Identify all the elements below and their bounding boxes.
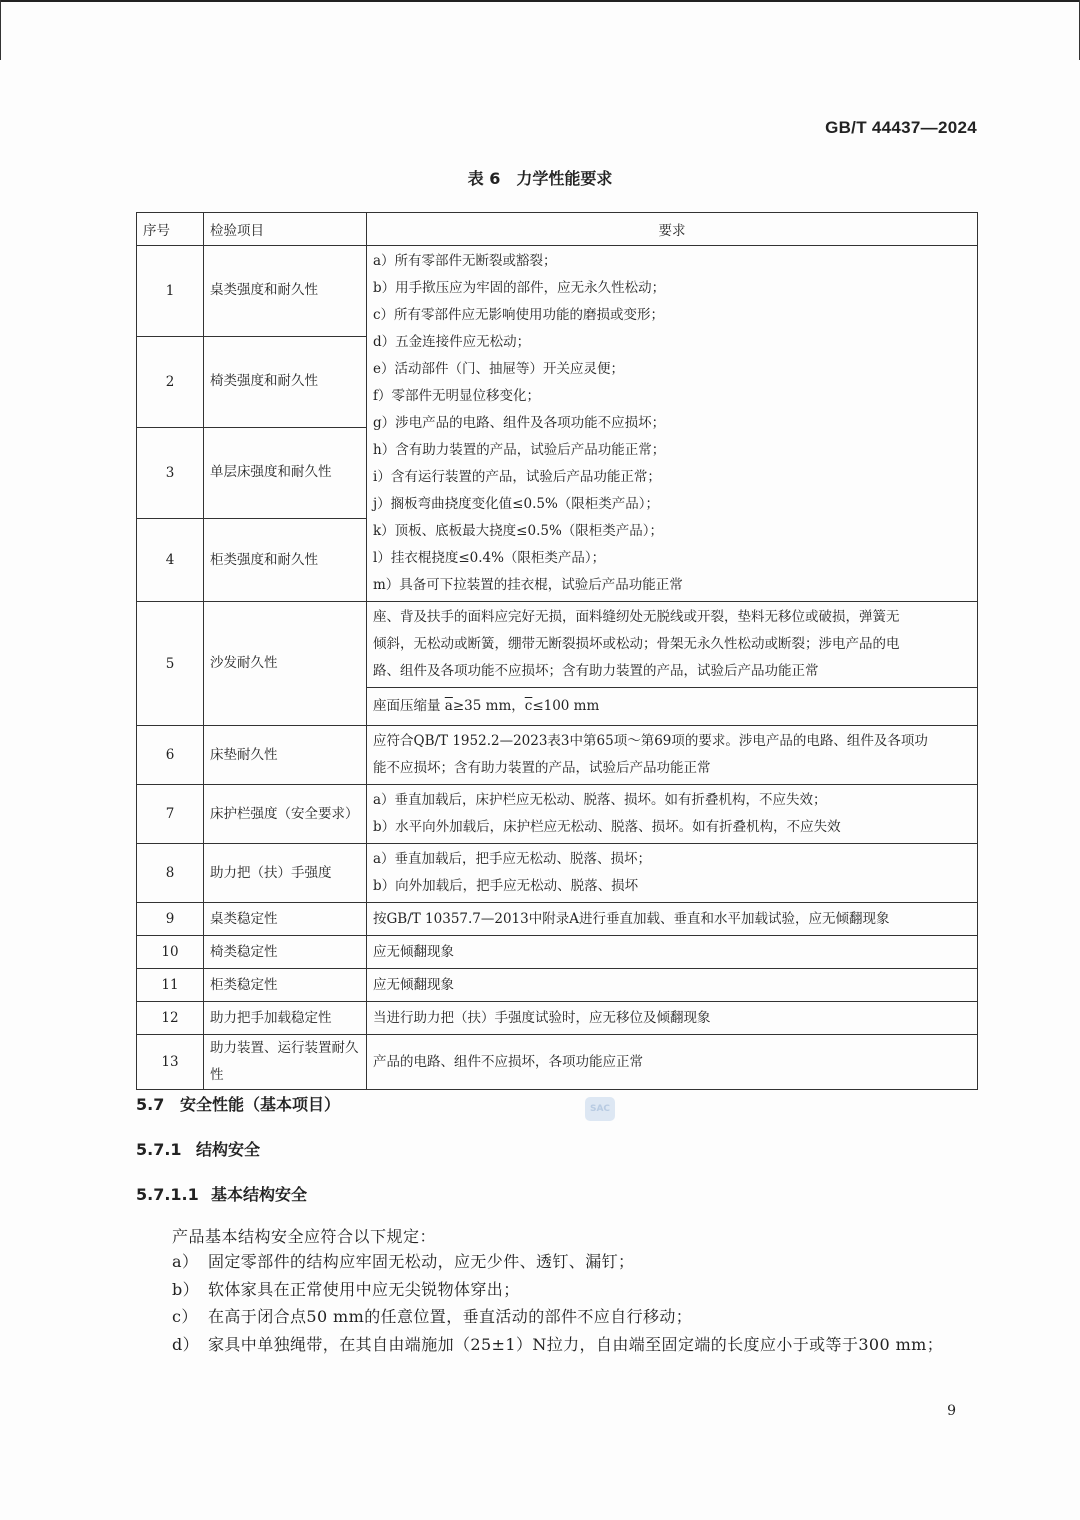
row-item: 椅类强度和耐久性	[204, 336, 367, 427]
req-line: e）活动部件（门、抽屉等）开关应灵便；	[373, 361, 624, 377]
row-item: 柜类强度和耐久性	[204, 519, 367, 602]
row-item: 柜类稳定性	[204, 969, 367, 1002]
row-requirement: 当进行助力把（扶）手强度试验时，应无移位及倾翻现象	[367, 1002, 978, 1035]
row-item: 床垫耐久性	[204, 726, 367, 785]
list-item	[172, 1249, 977, 1275]
row-no: 8	[137, 844, 204, 903]
row-no: 13	[137, 1035, 204, 1090]
req-line: i）含有运行装置的产品，试验后产品功能正常；	[373, 469, 661, 485]
section-5-7-1-1-heading	[136, 1182, 307, 1205]
list-item	[172, 1304, 977, 1330]
section-number: 5.7.1.1	[136, 1185, 199, 1204]
section-5-7-heading	[136, 1092, 340, 1115]
row-requirement: 产品的电路、组件不应损坏，各项功能应正常	[367, 1035, 978, 1090]
req-line: m）具备可下拉装置的挂衣棍，试验后产品功能正常	[373, 577, 683, 593]
req-line: h）含有助力装置的产品，试验后产品功能正常；	[373, 442, 666, 458]
row-requirement	[367, 844, 978, 903]
req-line: 应符合QB/T 1952.2—2023表3中第65项～第69项的要求。涉电产品的电路、组件及各项功	[373, 733, 928, 749]
compression-prefix: 座面压缩量	[373, 698, 445, 714]
table-row	[137, 1002, 978, 1035]
mechanical-performance-table	[136, 212, 978, 1090]
section-title: 安全性能（基本项目）	[180, 1095, 341, 1114]
table-row	[137, 726, 978, 785]
intro-paragraph: 产品基本结构安全应符合以下规定：	[172, 1227, 437, 1246]
row-no: 10	[137, 936, 204, 969]
page-number: 9	[947, 1403, 956, 1419]
row-requirement	[367, 726, 978, 785]
row-requirement-group	[367, 246, 978, 602]
row-no: 11	[137, 969, 204, 1002]
standard-number: GB/T 44437—2024	[825, 118, 977, 137]
list-text: 家具中单独绳带，在其自由端施加（25±1）N拉力，自由端至固定端的长度应小于或等于300 mm；	[208, 1335, 944, 1354]
req-line: 倾斜，无松动或断簧，绷带无断裂损坏或松动；骨架无永久性松动或断裂；涉电产品的电	[373, 636, 900, 652]
list-marker: a）	[172, 1252, 199, 1271]
req-line: b）用手揿压应为牢固的部件，应无永久性松动；	[373, 280, 666, 296]
sac-watermark-logo: SAC	[585, 1097, 615, 1121]
page-left-border	[0, 0, 1, 60]
header-item: 检验项目	[204, 213, 367, 246]
row-no: 7	[137, 785, 204, 844]
row-item: 助力装置、运行装置耐久性	[204, 1035, 367, 1090]
list-item	[172, 1332, 977, 1358]
table-caption: 表 6 力学性能要求	[467, 169, 613, 188]
row-item: 桌类稳定性	[204, 903, 367, 936]
row-no: 4	[137, 519, 204, 602]
req-line: 座、背及扶手的面料应完好无损，面料缝纫处无脱线或开裂，垫料无移位或破损，弹簧无	[373, 609, 900, 625]
table-row	[137, 246, 978, 337]
list-text: 固定零部件的结构应牢固无松动，应无少件、透钉、漏钉；	[208, 1252, 635, 1271]
section-number: 5.7.1	[136, 1140, 182, 1159]
page-top-border	[0, 0, 1080, 2]
row-item: 单层床强度和耐久性	[204, 427, 367, 519]
row-requirement: 应无倾翻现象	[367, 969, 978, 1002]
req-line: f）零部件无明显位移变化；	[373, 388, 540, 404]
section-title: 结构安全	[196, 1140, 261, 1159]
section-title: 基本结构安全	[211, 1185, 308, 1204]
row-requirement-compression	[367, 688, 978, 726]
table-row	[137, 785, 978, 844]
row-item: 椅类稳定性	[204, 936, 367, 969]
req-line: a）垂直加载后，床护栏应无松动、脱落、损坏。如有折叠机构，不应失效；	[373, 792, 827, 808]
list-item	[172, 1277, 977, 1303]
req-line: a）所有零部件无断裂或豁裂；	[373, 253, 557, 269]
table-row	[137, 844, 978, 903]
row-requirement	[367, 602, 978, 688]
row-no: 6	[137, 726, 204, 785]
row-no: 12	[137, 1002, 204, 1035]
row-requirement: 应无倾翻现象	[367, 936, 978, 969]
row-item: 助力把手加载稳定性	[204, 1002, 367, 1035]
req-line: g）涉电产品的电路、组件及各项功能不应损坏；	[373, 415, 666, 431]
table-row	[137, 903, 978, 936]
list-text: 在高于闭合点50 mm的任意位置，垂直活动的部件不应自行移动；	[208, 1307, 693, 1326]
req-line: a）垂直加载后，把手应无松动、脱落、损坏；	[373, 851, 652, 867]
section-number: 5.7	[136, 1095, 165, 1114]
row-item: 助力把（扶）手强度	[204, 844, 367, 903]
compression-c: $\overline{c}$	[524, 698, 533, 714]
list-text: 软体家具在正常使用中应无尖锐物体穿出；	[208, 1280, 520, 1299]
req-line: 路、组件及各项功能不应损坏；含有助力装置的产品，试验后产品功能正常	[373, 663, 819, 679]
req-line: c）所有零部件应无影响使用功能的磨损或变形；	[373, 307, 665, 323]
req-line: j）搁板弯曲挠度变化值≤0.5%（限柜类产品）；	[373, 496, 660, 512]
compression-a: $\overline{a}$	[444, 698, 453, 714]
row-no: 5	[137, 602, 204, 726]
row-item: 床护栏强度（安全要求）	[204, 785, 367, 844]
header-requirement: 要求	[367, 213, 978, 246]
list-marker: d）	[172, 1335, 200, 1354]
row-item: 桌类强度和耐久性	[204, 246, 367, 337]
req-line: l）挂衣棍挠度≤0.4%（限柜类产品）；	[373, 550, 606, 566]
list-marker: c）	[172, 1307, 198, 1326]
section-5-7-1-heading	[136, 1137, 260, 1160]
list-marker: b）	[172, 1280, 200, 1299]
table-row	[137, 1035, 978, 1090]
table-row	[137, 936, 978, 969]
table-header-row	[137, 213, 978, 246]
table-row	[137, 602, 978, 688]
compression-mid: ≥35 mm，	[452, 698, 525, 714]
req-line: b）向外加载后，把手应无松动、脱落、损坏	[373, 878, 639, 894]
req-line: 能不应损坏；含有助力装置的产品，试验后产品功能正常	[373, 760, 711, 776]
compression-suffix: ≤100 mm	[532, 698, 600, 714]
req-line: k）顶板、底板最大挠度≤0.5%（限柜类产品）；	[373, 523, 664, 539]
row-no: 2	[137, 336, 204, 427]
table-row	[137, 969, 978, 1002]
row-no: 1	[137, 246, 204, 337]
req-line: b）水平向外加载后，床护栏应无松动、脱落、损坏。如有折叠机构，不应失效	[373, 819, 841, 835]
row-requirement: 按GB/T 10357.7—2013中附录A进行垂直加载、垂直和水平加载试验，应无倾翻现象	[367, 903, 978, 936]
header-no: 序号	[137, 213, 204, 246]
row-no: 9	[137, 903, 204, 936]
row-item: 沙发耐久性	[204, 602, 367, 726]
row-no: 3	[137, 427, 204, 519]
row-requirement	[367, 785, 978, 844]
req-line: d）五金连接件应无松动；	[373, 334, 531, 350]
